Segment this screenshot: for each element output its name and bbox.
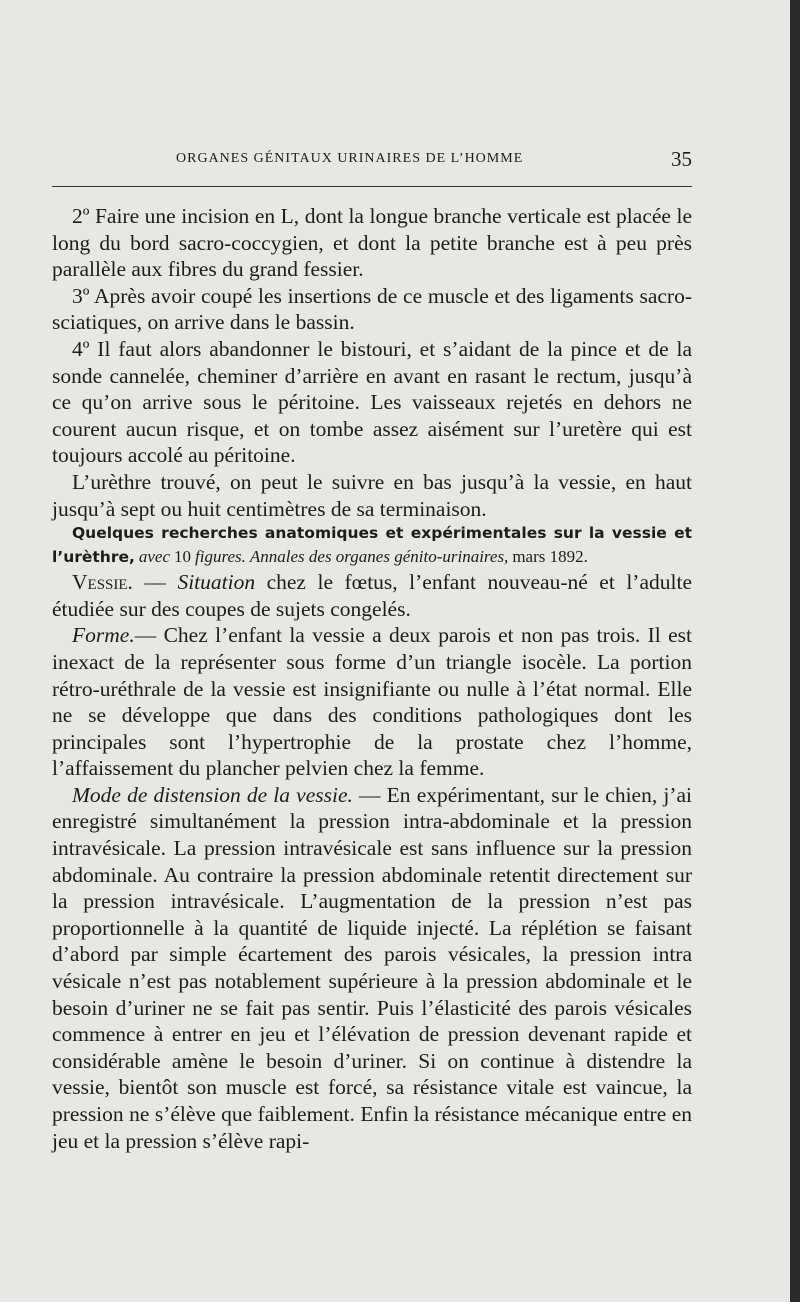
paragraph-forme [52, 622, 692, 782]
header-rule [52, 186, 692, 187]
forme-text: — Chez l’enfant la vessie a deux parois et non pas trois. Il est inexact de la représenter sous forme d’un triangle isocèle. La portion rétro-uréthrale de la vessie est insignifiante ou nulle à l’état normal. Elle ne se développe que dans des conditions pathologiques dont les principales sont l’hypertrophie de la prostate chez l’homme, l’affaissement du plancher pelvien chez la femme. [52, 623, 692, 781]
paragraph-vessie [52, 569, 692, 622]
vessie-label: Vessie. [72, 570, 133, 595]
paragraph-urethre: L’urèthre trouvé, on peut le suivre en bas jusqu’à la vessie, en haut jusqu’à sept ou huit centimètres de sa terminaison. [52, 469, 692, 521]
paragraph-step-2: 2º Faire une incision en L, dont la longue branche verticale est placée le long du bord sacro-coccygien, et dont la petite branche est à peu près parallèle aux fibres du grand fessier. [52, 204, 692, 282]
section-journal: Annales des organes génito-urinaires, [249, 547, 509, 567]
section-heading [52, 522, 692, 569]
paragraph-step-3: 3º Après avoir coupé les insertions de ce muscle et des ligaments sacro-sciatiques, on arrive dans le bassin. [52, 283, 692, 335]
page-number: 35 [671, 147, 692, 171]
section-figures-word: figures. [195, 547, 246, 567]
paragraph-distension [52, 782, 692, 1154]
section-title: Quelques recherches anatomiques et expérimentales sur la vessie et l’urèthre, [52, 524, 692, 567]
distension-label: Mode de distension de la vessie. [72, 782, 353, 807]
vessie-dash: — [132, 570, 178, 595]
situation-label: Situation [177, 570, 256, 595]
distension-text: — En expérimentant, sur le chien, j’ai enregistré simultanément la pression intra-abdominale et la pression intravésicale. La pression intravésicale est sans influence sur la pression abdominale. Au contraire la pression abdominale retentit directement sur la pression intravésicale. L’augmentation de la pression n’est pas proportionnelle à la quantité de liquide injecté. La réplétion se faisant d’abord par simple écartement des parois vésicales, la pression intra vésicale n’est pas notablement supérieure à la pression abdominale et le besoin d’uriner ne se fait pas sentir. Puis l’élasticité des parois vésicales commence à entrer en jeu et l’élévation de pression devenant rapide et considérable amène le besoin d’uriner. Si on continue à distendre la vessie, bientôt son muscle est forcé, sa résistance vitale est vaincue, la pression ne s’élève que faiblement. Enfin la résistance mécanique entre en jeu et la pression s’élève rapi- [52, 782, 693, 1153]
page-header [52, 147, 692, 173]
page-body [52, 203, 692, 1154]
section-date: mars 1892. [512, 547, 588, 567]
paragraph-step-4: 4º Il faut alors abandonner le bistouri, et s’aidant de la pince et de la sonde cannelée, cheminer d’arrière en avant en rasant le rectum, jusqu’à ce qu’on arrive sous le péritoine. Les vaisseaux rejetés en dehors ne courent aucun risque, et on tombe assez aisément sur l’uretère qui est toujours accolé au péritoine. [52, 336, 692, 468]
section-figure-count: 10 [174, 547, 192, 567]
situation-text: chez le fœtus, l’enfant nouveau-né et l’adulte étudiée sur des coupes de sujets congelés. [52, 570, 692, 621]
running-head: ORGANES GÉNITAUX URINAIRES DE L’HOMME [176, 151, 524, 166]
forme-label: Forme. [72, 623, 135, 648]
section-avec: avec [138, 547, 171, 567]
